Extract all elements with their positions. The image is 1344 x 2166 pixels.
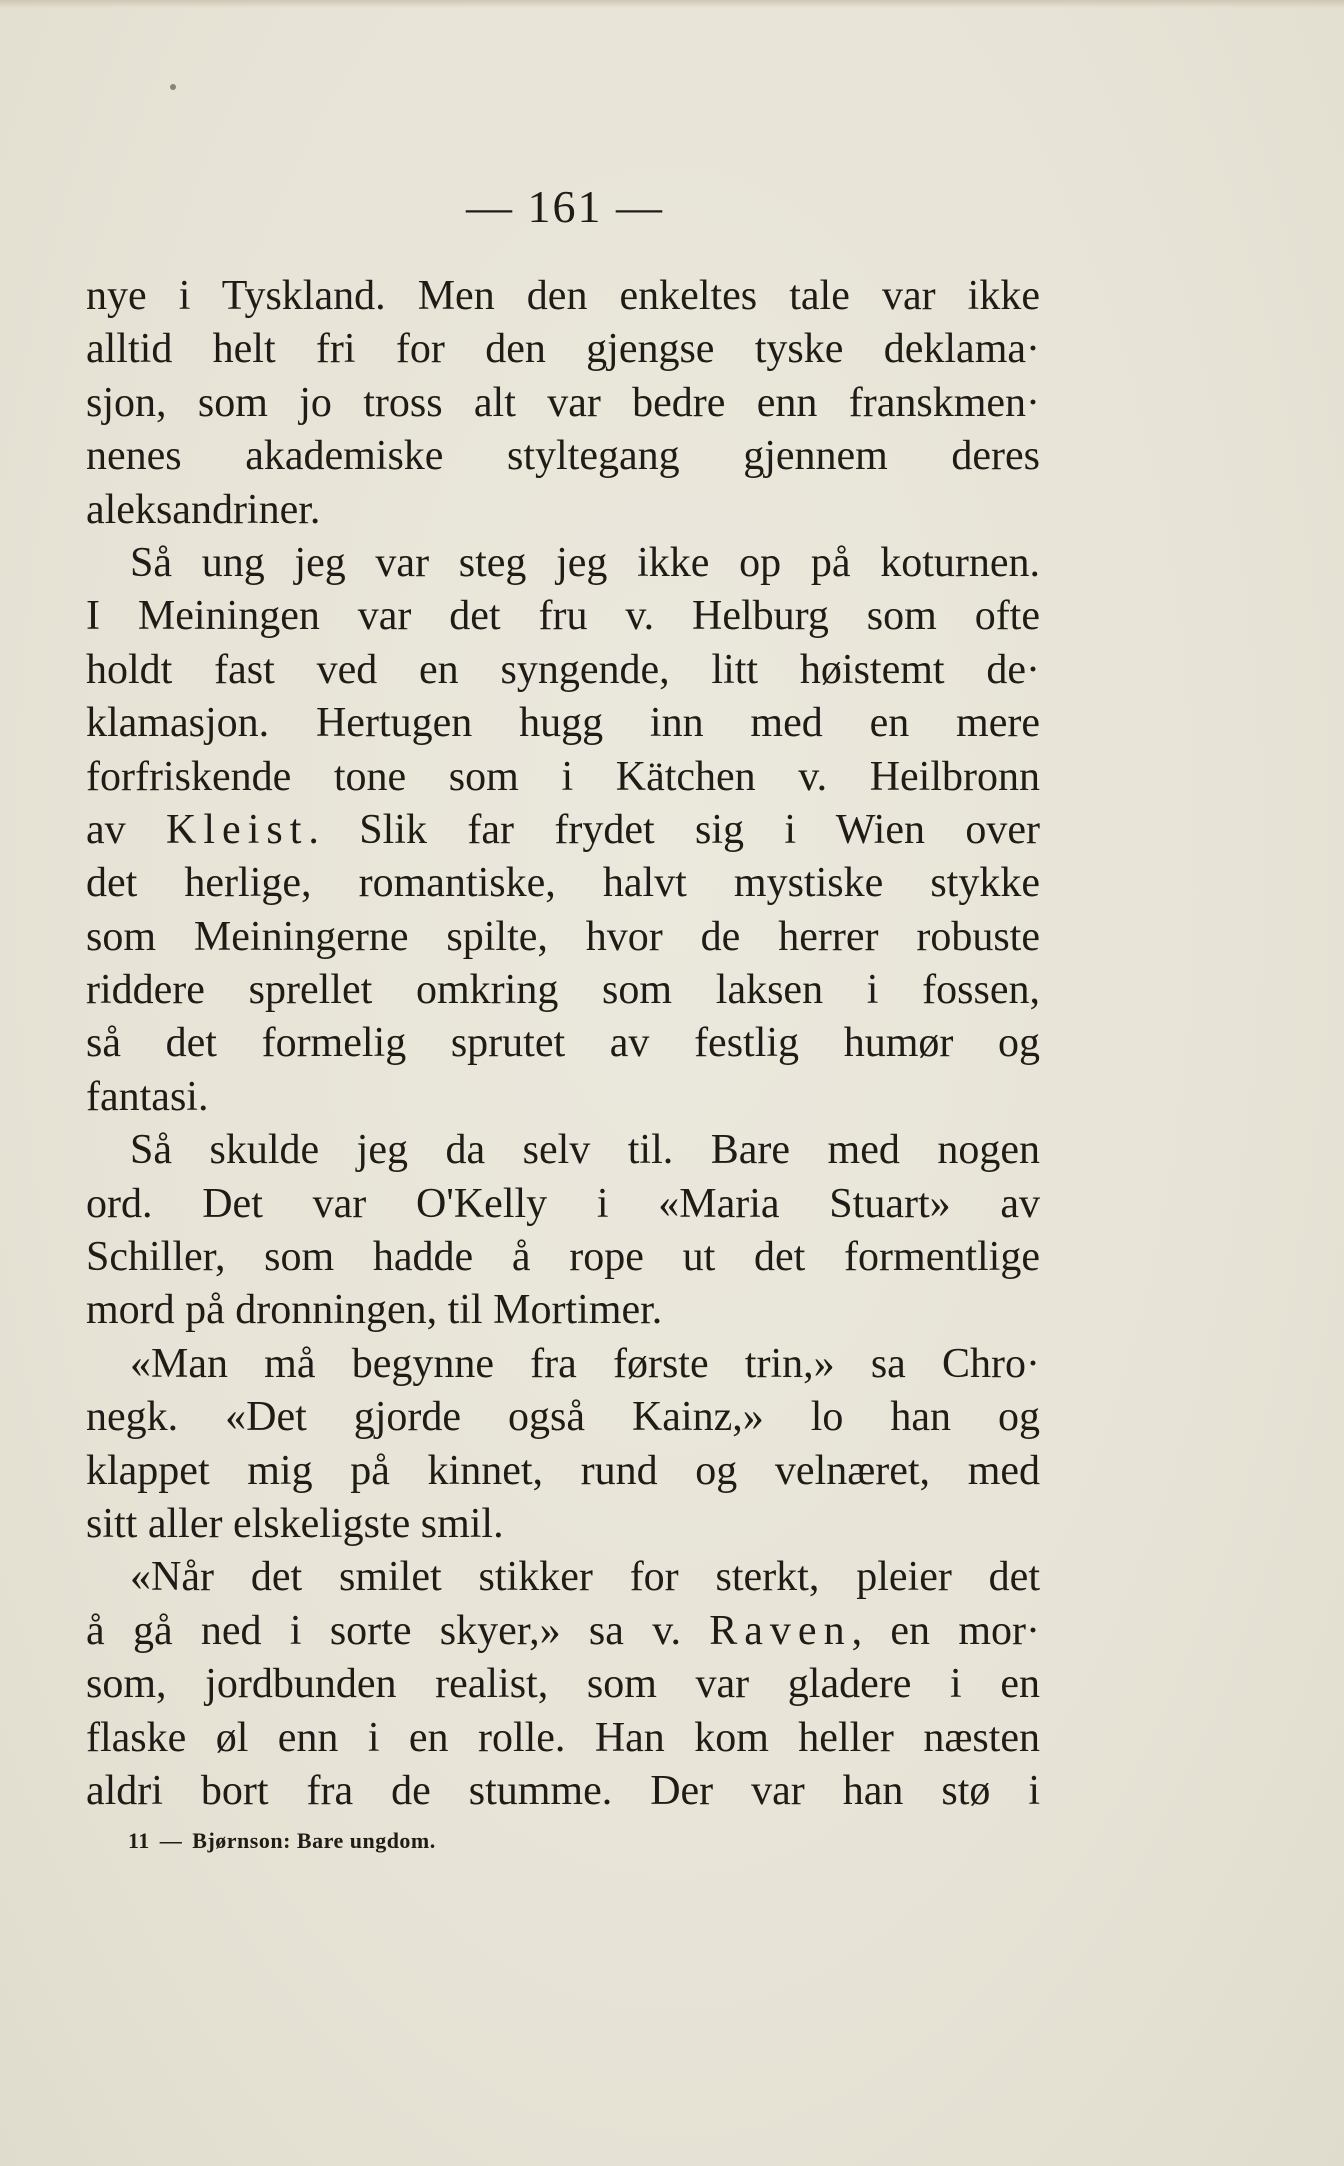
actor-name-spaced: Raven bbox=[709, 1607, 852, 1654]
text-line bbox=[86, 804, 1040, 857]
text-line: negk. «Det gjorde også Kainz,» lo han og bbox=[86, 1394, 1040, 1441]
text-line: flaske øl enn i en rolle. Han kom heller næsten bbox=[86, 1714, 1040, 1761]
text-line: sitt aller elskeligste smil. bbox=[86, 1500, 504, 1547]
author-name-spaced: Kleist bbox=[166, 806, 309, 853]
text-line: som Meiningerne spilte, hvor de herrer robuste bbox=[86, 913, 1040, 960]
text-line: «Man må begynne fra første trin,» sa Chro· bbox=[130, 1340, 1040, 1387]
line-start: å gå ned i sorte skyer,» sa v. bbox=[86, 1607, 681, 1654]
text-line: fantasi. bbox=[86, 1073, 209, 1120]
text-line: mord på dronningen, til Mortimer. bbox=[86, 1287, 663, 1334]
text-line: riddere sprellet omkring som laksen i fossen, bbox=[86, 967, 1040, 1014]
text-line: holdt fast ved en syngende, litt høistemt de· bbox=[86, 646, 1040, 693]
body-text bbox=[86, 270, 1040, 1818]
line-start: av bbox=[86, 806, 126, 853]
text-line: sjon, som jo tross alt var bedre enn franskmen· bbox=[86, 379, 1040, 426]
text-line: aleksandriner. bbox=[86, 486, 321, 533]
line-rest: . Slik far frydet sig i Wien over bbox=[308, 806, 1040, 853]
text-line: nenes akademiske styltegang gjennem deres bbox=[86, 433, 1040, 480]
page-top-edge bbox=[0, 0, 1344, 8]
signature-title: Bjørnson: Bare ungdom. bbox=[192, 1828, 436, 1853]
text-line: «Når det smilet stikker for sterkt, pleier det bbox=[130, 1554, 1040, 1601]
paper-speck bbox=[170, 84, 176, 90]
text-line: forfriskende tone som i Kätchen v. Heilbronn bbox=[86, 753, 1040, 800]
text-line bbox=[86, 1605, 1040, 1658]
text-line: alltid helt fri for den gjengse tyske deklama· bbox=[86, 326, 1040, 373]
text-line: klamasjon. Hertugen hugg inn med en mere bbox=[86, 700, 1040, 747]
text-line: Så ung jeg var steg jeg ikke op på koturnen. bbox=[130, 539, 1040, 586]
text-line: aldri bort fra de stumme. Der var han stø i bbox=[86, 1767, 1040, 1814]
text-line: så det formelig sprutet av festlig humør og bbox=[86, 1020, 1040, 1067]
line-rest: , en mor· bbox=[851, 1607, 1040, 1654]
text-line: som, jordbunden realist, som var gladere i en bbox=[86, 1661, 1040, 1708]
text-line: Schiller, som hadde å rope ut det formentlige bbox=[86, 1234, 1040, 1281]
text-line: det herlige, romantiske, halvt mystiske stykke bbox=[86, 860, 1040, 907]
text-line: klappet mig på kinnet, rund og velnæret, med bbox=[86, 1447, 1040, 1494]
text-line: Så skulde jeg da selv til. Bare med nogen bbox=[130, 1127, 1040, 1174]
signature-dash: — bbox=[159, 1828, 183, 1853]
sheet-number: 11 bbox=[128, 1828, 150, 1853]
text-line: ord. Det var O'Kelly i «Maria Stuart» av bbox=[86, 1180, 1040, 1227]
text-line: I Meiningen var det fru v. Helburg som ofte bbox=[86, 593, 1040, 640]
text-line: nye i Tyskland. Men den enkeltes tale var ikke bbox=[86, 273, 1040, 319]
sheet-signature bbox=[128, 1828, 446, 1854]
page-number: — 161 — bbox=[466, 181, 664, 232]
